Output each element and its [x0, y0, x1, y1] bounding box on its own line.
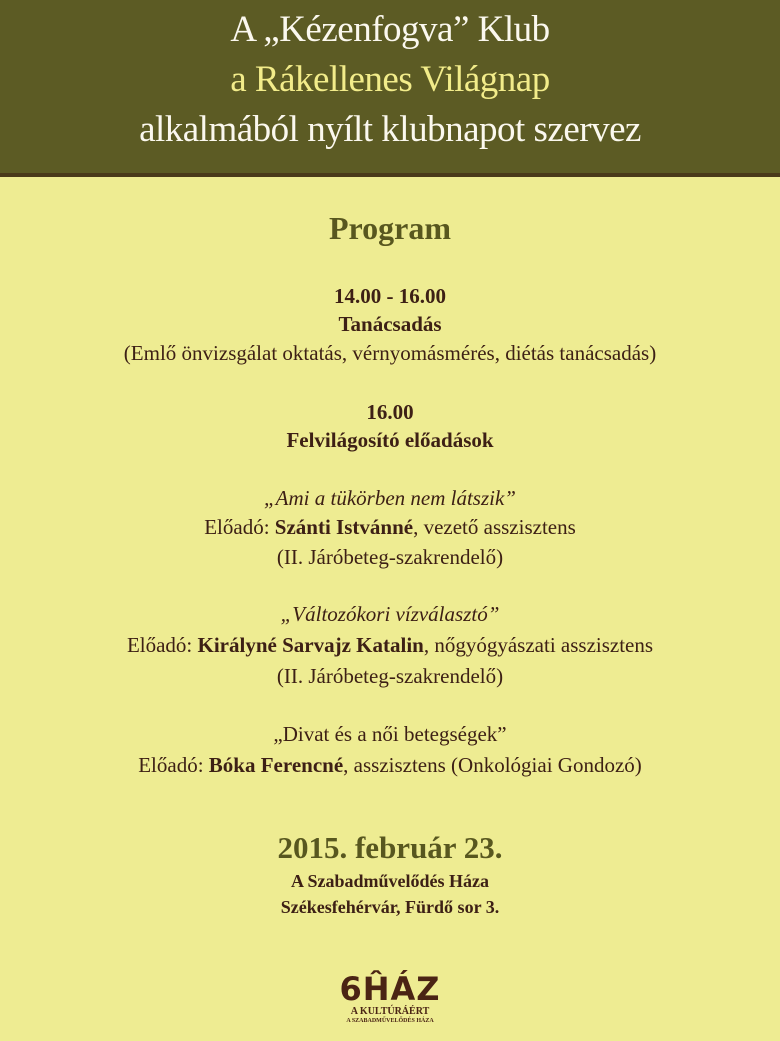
talk2-speaker-line	[0, 633, 780, 658]
talk1-speaker-line	[0, 515, 780, 540]
talk1-title: „Ami a tükörben nem látszik”	[264, 486, 516, 510]
block2-time: 16.00	[366, 400, 414, 424]
event-date: 2015. február 23.	[277, 830, 503, 865]
program-title: Program	[328, 210, 452, 246]
block2-title: Felvilágosító előadások	[286, 428, 494, 452]
talk3-title: „Divat és a női betegségek”	[273, 722, 507, 746]
talk1-prefix: Előadó:	[204, 515, 275, 539]
talk2-speaker: Királyné Sarvajz Katalin	[197, 633, 424, 657]
block1-details: (Emlő önvizsgálat oktatás, vérnyomásmérés, diétás tanácsadás)	[123, 341, 657, 365]
header-banner	[0, 0, 780, 177]
header-line-1: A „Kézenfogva” Klub	[230, 9, 550, 50]
header-line-2: a Rákellenes Világnap	[230, 59, 550, 100]
event-venue: A Szabadművelődés Háza	[290, 871, 490, 891]
talk2-place: (II. Járóbeteg-szakrendelő)	[276, 664, 504, 688]
talk1-speaker: Szánti Istvánné	[274, 515, 414, 539]
talk1-role: , vezető asszisztens	[413, 515, 576, 539]
block1-time: 14.00 - 16.00	[334, 284, 446, 308]
talk3-speaker-line	[0, 753, 780, 778]
logo-mark: 6ĤÁZ	[339, 970, 441, 1008]
header-line-3: alkalmából nyílt klubnapot szervez	[139, 109, 641, 150]
talk2-role: , nőgyógyászati asszisztens	[423, 633, 654, 657]
event-address: Székesfehérvár, Fürdő sor 3.	[280, 897, 500, 917]
talk3-speaker: Bóka Ferencné	[208, 753, 344, 777]
organizer-logo	[330, 972, 450, 1025]
talk3-role: , asszisztens (Onkológiai Gondozó)	[343, 753, 642, 777]
talk2-prefix: Előadó:	[126, 633, 198, 657]
block1-title: Tanácsadás	[338, 312, 442, 336]
logo-line-2: A SZABADMŰVELŐDÉS HÁZA	[346, 1018, 434, 1024]
talk1-place: (II. Járóbeteg-szakrendelő)	[276, 545, 504, 569]
talk2-title: „Változókori vízválasztó”	[280, 602, 500, 626]
talk3-prefix: Előadó:	[138, 753, 209, 777]
logo-line-1: A KULTÚRÁÉRT	[350, 1006, 430, 1017]
